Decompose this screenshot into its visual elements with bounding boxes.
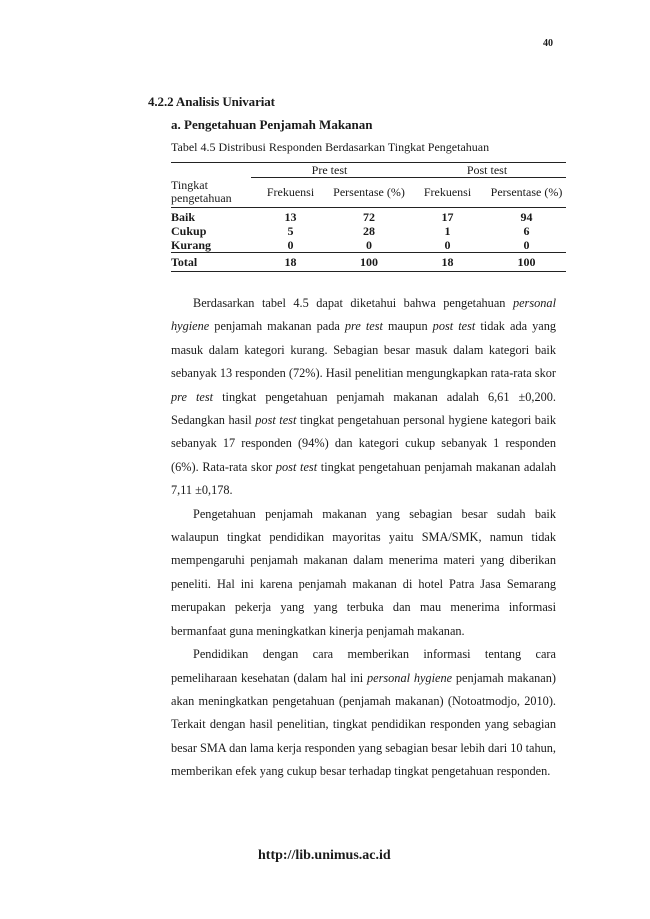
text-run: tidak ada yang masuk dalam kategori kurang. Sebagian besar masuk dalam kategori baik sebanyak 13 responden (72%). Hasil penelitian mengungkapkan rata-rata skor <box>171 319 557 381</box>
text-run: Pendidikan dengan cara memberikan informasi tentang cara pemeliharaan kesehatan (dalam hal ini <box>171 647 556 685</box>
total-pct-pre: 100 <box>330 253 408 272</box>
subsection-heading: a. Pengetahuan Penjamah Makanan <box>171 117 373 132</box>
col-frekuensi-pre: Frekuensi <box>251 178 330 208</box>
cell-pct-post: 94 <box>520 209 533 224</box>
total-freq-post: 18 <box>408 253 487 272</box>
italic-term: post test <box>255 413 297 428</box>
italic-term: post test <box>275 459 318 474</box>
italic-term: post test <box>432 319 476 334</box>
total-freq-pre: 18 <box>251 253 330 272</box>
section-heading: 4.2.2 Analisis Univariat <box>148 94 275 109</box>
cell-freq-post: 17 <box>441 209 454 224</box>
row-label: Baik <box>171 209 196 224</box>
text-run: Berdasarkan tabel 4.5 dapat diketahui bahwa pengetahuan <box>193 296 513 310</box>
col-persentase-pre: Persentase (%) <box>330 178 408 208</box>
cell-freq-post: 0 <box>444 237 451 252</box>
italic-term: pre test <box>171 389 214 404</box>
text-run: tingkat pengetahuan penjamah makanan adalah 6,61 ±0,200. Sedangkan hasil <box>171 389 557 428</box>
italic-term: pre test <box>344 319 383 334</box>
body-text <box>171 292 556 784</box>
cell-pct-pre: 0 <box>366 237 372 252</box>
col-tingkat-pengetahuan: Tingkat pengetahuan <box>171 178 251 208</box>
cell-pct-pre: 28 <box>363 223 375 238</box>
row-label: Cukup <box>171 223 207 238</box>
cell-pct-pre: 72 <box>363 209 375 224</box>
cell-freq-post: 1 <box>444 223 451 238</box>
group-pre-test: Pre test <box>251 163 408 178</box>
row-label: Kurang <box>171 237 212 252</box>
cell-pct-post: 6 <box>523 223 530 238</box>
cell-freq-pre: 5 <box>287 223 294 238</box>
table-row <box>171 224 566 238</box>
italic-term: personal hygiene <box>366 670 453 685</box>
paragraph-1 <box>171 292 556 503</box>
text-run: penjamah makanan) akan meningkatkan pengetahuan (penjamah makanan) (Notoatmodjo, 2010). Terkait dengan hasil penelitian, tingkat pendidikan responden yang sebagian besar SMA dan lama kerja responden yang sebagian besar lebih dari 10 tahun, memberikan efek yang cukup besar terhadap tingkat pengetahuan responden. <box>171 670 556 779</box>
footer-url: http://lib.unimus.ac.id <box>258 848 391 863</box>
page-number: 40 <box>543 38 553 49</box>
table-total-row <box>171 253 566 272</box>
table-row <box>171 208 566 225</box>
paragraph-3 <box>171 643 556 783</box>
paragraph-2 <box>171 503 556 643</box>
italic-term: personal hygiene <box>171 296 556 334</box>
table-row <box>171 238 566 253</box>
col-persentase-post: Persentase (%) <box>487 178 566 208</box>
text-run: penjamah makanan pada <box>209 319 345 334</box>
cell-freq-pre: 0 <box>287 237 294 252</box>
total-label: Total <box>171 253 251 272</box>
cell-freq-pre: 13 <box>284 209 297 224</box>
knowledge-distribution-table <box>171 162 566 272</box>
text-run: maupun <box>382 319 433 334</box>
table-group-header-row <box>171 163 566 178</box>
group-post-test: Post test <box>408 163 566 178</box>
table-caption: Tabel 4.5 Distribusi Responden Berdasarkan Tingkat Pengetahuan <box>171 140 490 154</box>
cell-pct-post: 0 <box>523 237 530 252</box>
table-column-header-row <box>171 178 566 208</box>
text-run: Pengetahuan penjamah makanan yang sebagian besar sudah baik walaupun tingkat pendidikan mayoritas yaitu SMA/SMK, namun tidak mempengaruhi penjamah makanan dalam menerima materi yang diberikan peneliti. Hal ini karena penjamah makanan di hotel Patra Jasa Semarang merupakan pekerja yang yang terbuka dan mau menerima informasi bermanfaat guna meningkatkan kinerja penjamah makanan. <box>171 506 556 638</box>
col-frekuensi-post: Frekuensi <box>408 178 487 208</box>
total-pct-post: 100 <box>487 253 566 272</box>
text-run: tingkat pengetahuan personal hygiene kategori baik sebanyak 17 responden (94%) dan kategori cukup sebanyak 1 responden (6%). Rata-rata skor <box>171 413 556 474</box>
text-run: tingkat pengetahuan penjamah makanan adalah 7,11 ±0,178. <box>171 459 556 498</box>
